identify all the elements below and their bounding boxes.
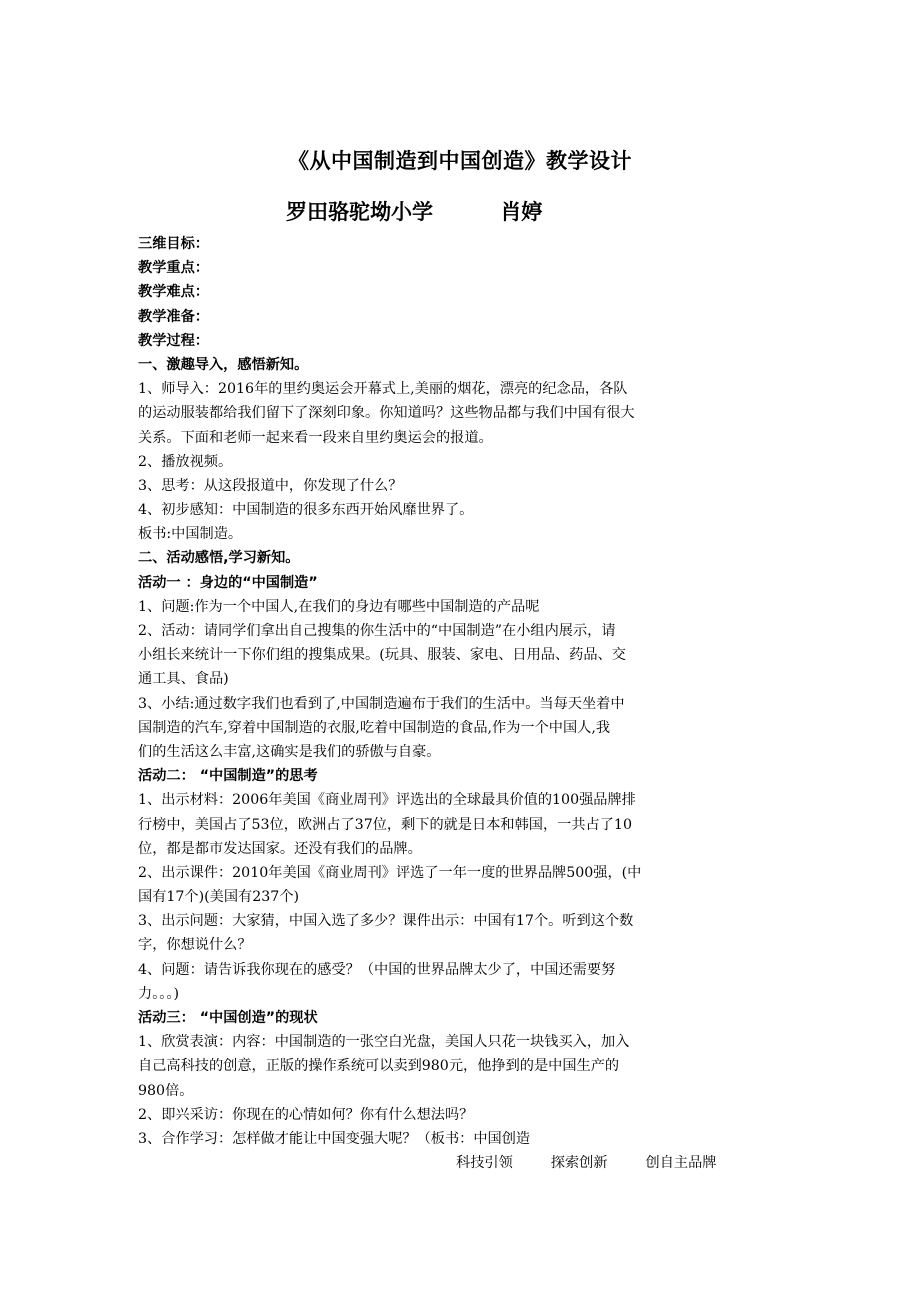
- body-text-line: 1、欣赏表演：内容：中国制造的一张空白光盘，美国人只花一块钱买入，加入: [138, 1034, 630, 1051]
- body-text-line: 位，都是都市发达国家。还没有我们的品牌。: [138, 840, 422, 857]
- body-text-line: 3、合作学习：怎样做才能让中国变强大呢？（板书：中国创造: [138, 1130, 531, 1147]
- body-text-line: 通工具、食品): [138, 671, 229, 688]
- document-body: [138, 232, 788, 1175]
- board-keyword: 探索创新: [550, 1155, 608, 1172]
- body-text-line: 自己高科技的创意，正版的操作系统可以卖到980元，他挣到的是中国生产的: [138, 1058, 620, 1075]
- body-text-line: 3、小结:通过数字我们也看到了,中国制造遍布于我们的生活中。当每天坐着中: [138, 695, 625, 712]
- body-text-line: 字，你想说什么？: [138, 937, 252, 954]
- body-text-line: 1、问题:作为一个中国人,在我们的身边有哪些中国制造的产品呢: [138, 598, 540, 615]
- section-heading: 三维目标：: [138, 236, 209, 252]
- section-heading: 教学过程：: [138, 332, 209, 349]
- section-heading: 教学重点：: [138, 260, 209, 277]
- body-text-line: 2、出示课件：2010年美国《商业周刊》评选了一年一度的世界品牌500强，(中: [138, 864, 642, 881]
- body-text-line: 板书:中国制造。: [138, 526, 243, 543]
- author-line: [286, 196, 542, 226]
- section-heading: 教学准备：: [138, 308, 209, 325]
- body-text-line: 力。。。): [138, 985, 179, 1002]
- section-heading: 活动三： “中国创造”的现状: [138, 1010, 318, 1026]
- body-text-line: 1、师导入：2016年的里约奥运会开幕式上,美丽的烟花，漂亮的纪念品，各队: [138, 381, 628, 398]
- body-text-line: 国制造的汽车,穿着中国制造的衣服,吃着中国制造的食品,作为一个中国人,我: [138, 719, 611, 736]
- body-text-line: 2、播放视频。: [138, 453, 233, 470]
- body-text-line: 小组长来统计一下你们组的搜集成果。(玩具、服装、家电、日用品、药品、交: [138, 647, 626, 664]
- body-text-line: 2、即兴采访：你现在的心情如何？你有什么想法吗？: [138, 1106, 474, 1123]
- body-text-line: 980倍。: [138, 1082, 194, 1099]
- document-title: 《从中国制造到中国创造》教学设计: [288, 149, 632, 173]
- body-text-line: 4、问题：请告诉我你现在的感受？（中国的世界品牌太少了，中国还需要努: [138, 961, 616, 978]
- board-keyword: 科技引领: [456, 1155, 513, 1172]
- section-heading: 一、激趣导入，感悟新知。: [138, 356, 309, 373]
- author-name: 肖婷: [500, 200, 543, 224]
- body-text-line: 2、活动：请同学们拿出自己搜集的你生活中的“中国制造”在小组内展示，请: [138, 623, 616, 639]
- section-heading: 活动二： “中国制造”的思考: [138, 768, 318, 785]
- body-text-line: 4、初步感知：中国制造的很多东西开始风靡世界了。: [138, 502, 474, 519]
- board-keyword: 创自主品牌: [645, 1155, 717, 1172]
- body-text-line: 的运动服装都给我们留下了深刻印象。你知道吗？这些物品都与我们中国有很大: [138, 405, 635, 422]
- section-heading: 教学难点：: [138, 284, 209, 301]
- body-text-line: 们的生活这么丰富,这确实是我们的骄傲与自豪。: [138, 743, 441, 760]
- body-text-line: 1、出示材料：2006年美国《商业周刊》评选出的全球最具价值的100强品牌排: [138, 792, 636, 809]
- body-text-line: 国有17个)(美国有237个): [138, 889, 300, 906]
- body-text-line: 3、出示问题：大家猜，中国入选了多少？课件出示：中国有17个。听到这个数: [138, 913, 634, 930]
- board-keywords-row: [138, 1151, 788, 1175]
- body-text-line: 3、思考：从这段报道中，你发现了什么？: [138, 477, 403, 494]
- section-heading: 二、活动感悟,学习新知。: [138, 550, 300, 567]
- section-heading: 活动一 ：身边的“中国制造”: [138, 574, 318, 591]
- body-text-line: 关系。下面和老师一起来看一段来自里约奥运会的报道。: [138, 429, 493, 446]
- author-school: 罗田骆驼坳小学: [286, 200, 433, 224]
- body-text-line: 行榜中，美国占了53位，欧洲占了37位，剩下的就是日本和韩国，一共占了10: [138, 816, 632, 833]
